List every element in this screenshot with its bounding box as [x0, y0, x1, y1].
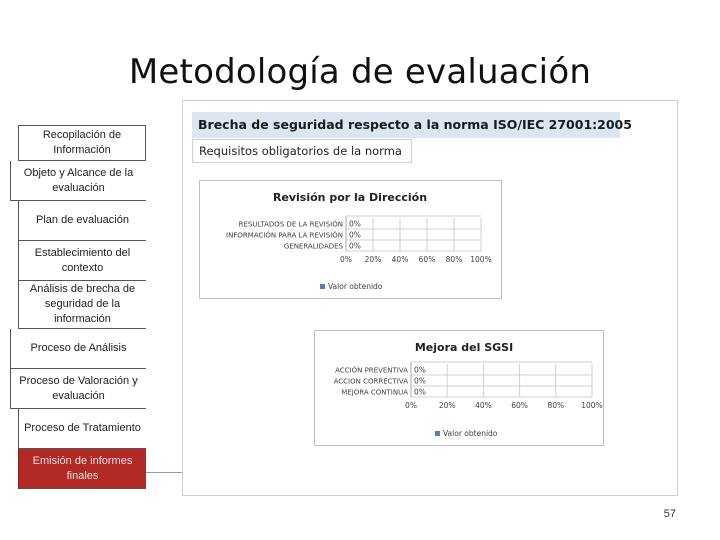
data-label: 0%: [414, 387, 426, 397]
step-plan: Plan de evaluación: [18, 201, 146, 241]
chart-mejora-sgsi: [314, 330, 604, 446]
step-informes-finales: Emisión de informes finales: [18, 449, 146, 489]
category-label: MEJORA CONTINUA: [341, 388, 408, 397]
page-number: 57: [663, 508, 676, 520]
step-tratamiento: Proceso de Tratamiento: [18, 409, 146, 449]
category-label: INFORMACIÓN PARA LA REVISIÓN: [226, 231, 343, 240]
data-label: 0%: [349, 219, 361, 229]
category-label: ACCIÓN PREVENTIVA: [335, 366, 408, 375]
chart-title: Revisión por la Dirección: [272, 191, 428, 204]
connector-line: [146, 472, 182, 473]
data-label: 0%: [414, 376, 426, 386]
category-label: RESULTADOS DE LA REVISIÓN: [238, 220, 343, 229]
x-tick-label: 80%: [445, 255, 463, 264]
x-tick-label: 80%: [547, 401, 565, 410]
panel-heading: Brecha de seguridad respecto a la norma ISO/IEC 27001:2005: [192, 112, 620, 138]
data-label: 0%: [349, 241, 361, 251]
x-tick-label: 20%: [364, 255, 382, 264]
slide-title: Metodología de evaluación: [128, 52, 592, 92]
legend-marker: [435, 431, 440, 436]
category-label: GENERALIDADES: [283, 242, 343, 251]
legend-label: Valor obtenido: [443, 429, 498, 438]
legend-marker: [320, 284, 325, 289]
x-tick-label: 0%: [405, 401, 417, 410]
x-tick-label: 100%: [581, 401, 603, 410]
step-objeto-alcance: Objeto y Alcance de la evaluación: [10, 161, 146, 201]
step-proceso-analisis: Proceso de Análisis: [10, 329, 146, 369]
x-tick-label: 60%: [418, 255, 436, 264]
x-tick-label: 20%: [438, 401, 456, 410]
data-label: 0%: [414, 365, 426, 375]
x-tick-label: 0%: [340, 255, 352, 264]
methodology-steps: [18, 125, 146, 489]
chart-title: Mejora del SGSI: [414, 341, 514, 354]
step-valoracion: Proceso de Valoración y evaluación: [10, 369, 146, 409]
x-tick-label: 100%: [470, 255, 492, 264]
x-tick-label: 60%: [511, 401, 528, 410]
x-tick-label: 40%: [391, 255, 409, 264]
category-label: ACCION CORRECTIVA: [333, 377, 408, 386]
legend-label: Valor obtenido: [328, 282, 383, 291]
panel-subheading: Requisitos obligatorios de la norma: [192, 139, 412, 163]
x-tick-label: 40%: [475, 401, 492, 410]
data-label: 0%: [349, 230, 361, 240]
step-analisis-brecha: Análisis de brecha de seguridad de la información: [18, 281, 146, 329]
step-contexto: Establecimiento del contexto: [18, 241, 146, 281]
chart-revision-direccion: [199, 180, 502, 299]
step-recopilacion: Recopilación de Información: [18, 125, 146, 161]
